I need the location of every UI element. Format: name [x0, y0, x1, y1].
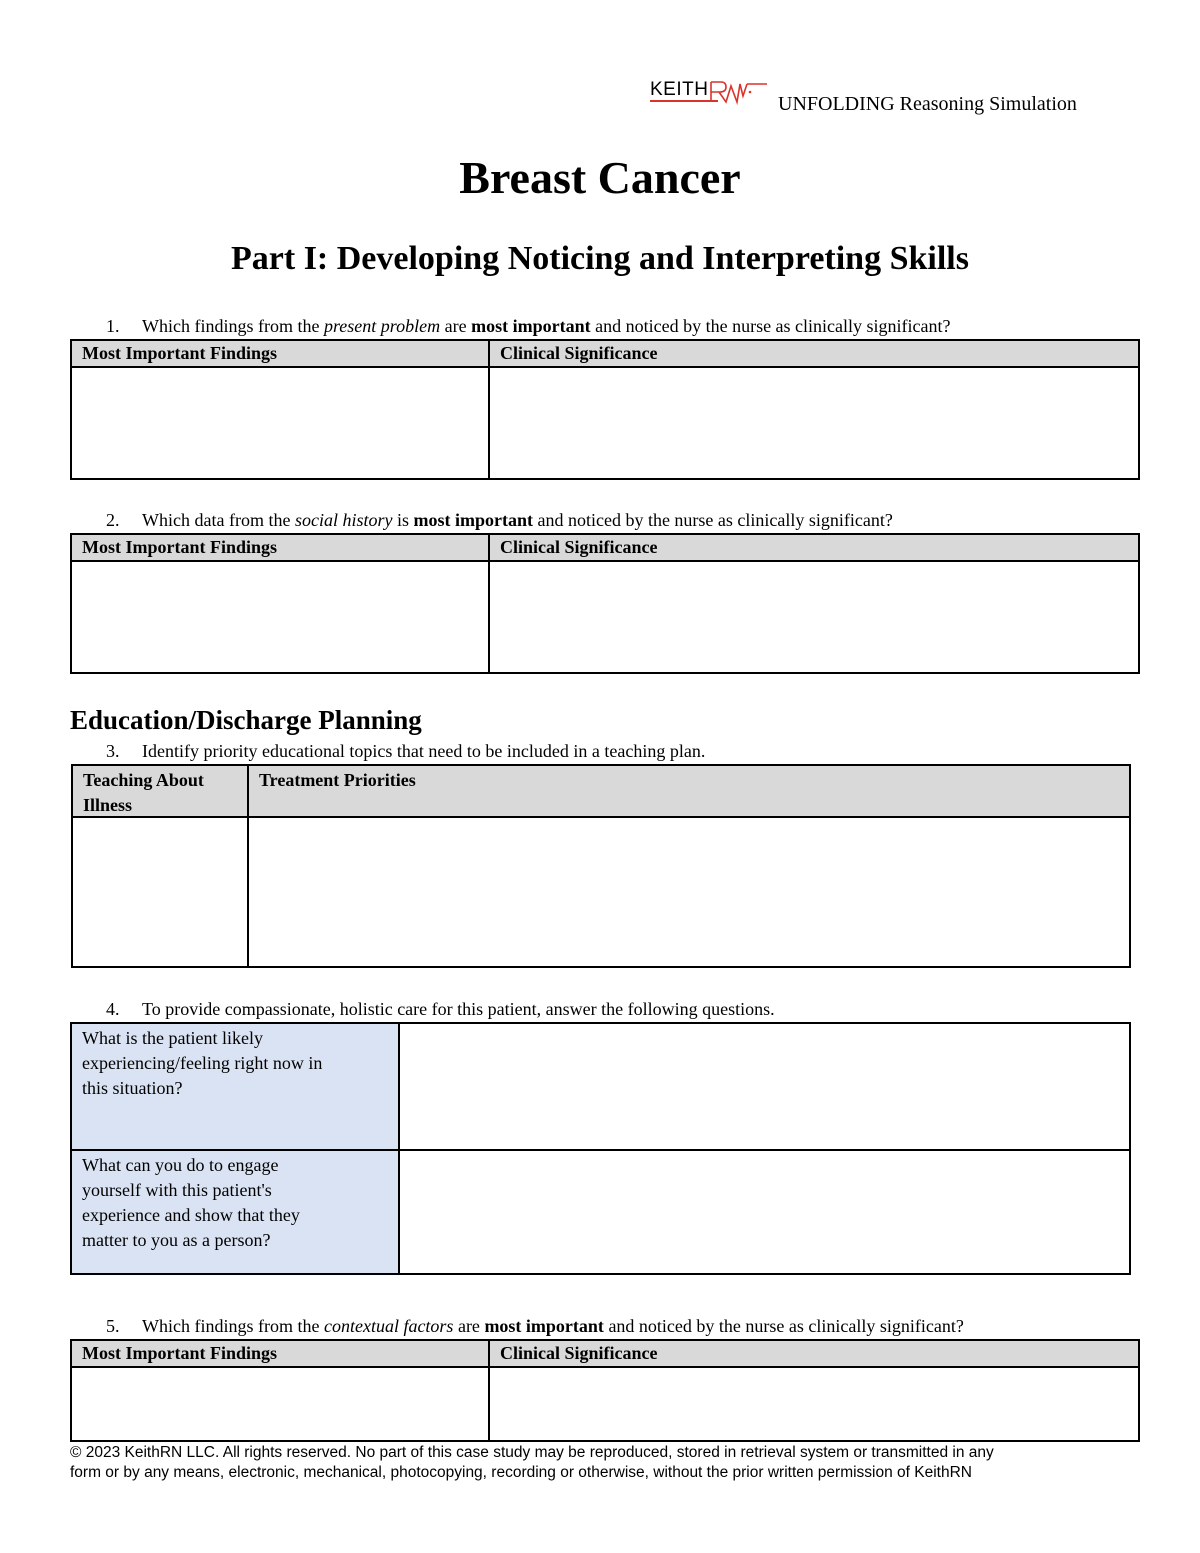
column-header: Treatment Priorities: [249, 766, 1129, 816]
question-text: Which findings from the present problem are most important and noticed by the nurse as clinically significant?: [142, 316, 951, 336]
logo-rn-pulse-icon: [709, 80, 767, 106]
significance-answer-cell[interactable]: [490, 1368, 1138, 1440]
column-header: Clinical Significance: [490, 535, 1138, 560]
column-header: Clinical Significance: [490, 341, 1138, 366]
column-divider: [398, 1024, 400, 1273]
logo-wordmark: KEITH: [650, 79, 709, 100]
row-label: What can you do to engage yourself with this patient's experience and show that they matter to you as a person?: [72, 1151, 398, 1273]
column-header: Most Important Findings: [72, 535, 488, 560]
footer-line: © 2023 KeithRN LLC. All rights reserved. No part of this case study may be reproduced, stored in retrieval system or transmitted in any: [70, 1444, 994, 1461]
findings-table-2: [70, 533, 1140, 674]
keithrn-logo: [650, 80, 767, 110]
copyright-footer: [70, 1443, 1135, 1483]
teaching-answer-cell[interactable]: [73, 818, 247, 966]
section-heading: Education/Discharge Planning: [70, 705, 422, 735]
question-text: To provide compassionate, holistic care for this patient, answer the following questions.: [142, 999, 775, 1019]
significance-answer-cell[interactable]: [490, 368, 1138, 478]
column-header: Most Important Findings: [72, 1341, 488, 1366]
findings-table-1: [70, 339, 1140, 480]
column-header: Clinical Significance: [490, 1341, 1138, 1366]
page-subtitle: Part I: Developing Noticing and Interpreting Skills: [231, 240, 969, 277]
feeling-answer-cell[interactable]: [400, 1024, 1129, 1149]
column-header: Most Important Findings: [72, 341, 488, 366]
question-number: 3.: [106, 741, 120, 761]
treatment-answer-cell[interactable]: [249, 818, 1129, 966]
question-number: 4.: [106, 999, 120, 1019]
simulation-label: UNFOLDING Reasoning Simulation: [778, 93, 1077, 115]
page-title: Breast Cancer: [459, 152, 741, 203]
column-header: Teaching About Illness: [73, 766, 247, 816]
question-number: 5.: [106, 1316, 120, 1336]
question-text: Identify priority educational topics that need to be included in a teaching plan.: [142, 741, 706, 761]
question-number: 1.: [106, 316, 120, 336]
findings-answer-cell[interactable]: [72, 562, 488, 672]
significance-answer-cell[interactable]: [490, 562, 1138, 672]
findings-answer-cell[interactable]: [72, 1368, 488, 1440]
footer-line: form or by any means, electronic, mechanical, photocopying, recording or otherwise, without the prior written permission of KeithRN: [70, 1464, 972, 1481]
findings-answer-cell[interactable]: [72, 368, 488, 478]
teaching-table: [71, 764, 1131, 968]
question-text: Which findings from the contextual factors are most important and noticed by the nurse as clinically significant?: [142, 1316, 964, 1336]
question-number: 2.: [106, 510, 120, 530]
question-text: Which data from the social history is most important and noticed by the nurse as clinically significant?: [142, 510, 893, 530]
engage-answer-cell[interactable]: [400, 1151, 1129, 1273]
logo-underline: [650, 100, 718, 102]
row-label: What is the patient likely experiencing/feeling right now in this situation?: [72, 1024, 398, 1149]
findings-table-5: [70, 1339, 1140, 1442]
holistic-care-table: [70, 1022, 1131, 1275]
